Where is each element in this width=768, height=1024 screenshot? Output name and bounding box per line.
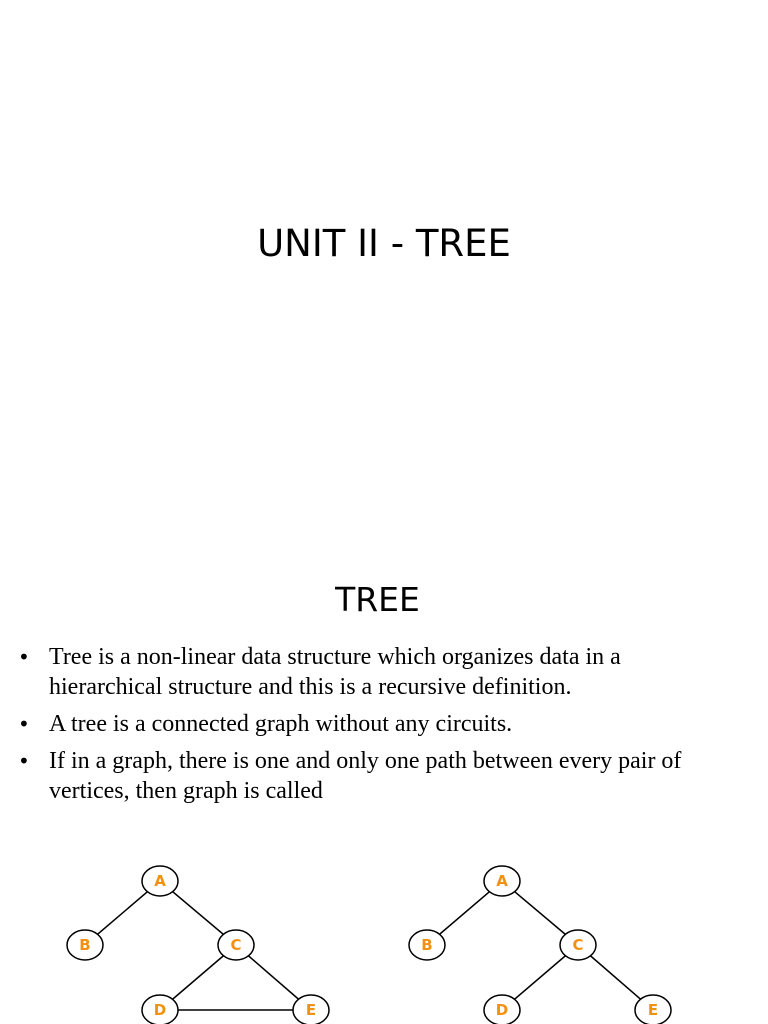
tree-graph (409, 866, 671, 1024)
slide-title-tree: TREE (335, 580, 420, 619)
graph-node-label: D (495, 1001, 509, 1019)
graph-node-label: D (153, 1001, 167, 1019)
bullet-dot-icon: • (18, 712, 30, 736)
graph-node-label: A (154, 872, 166, 890)
bullet-text: If in a graph, there is one and only one path between every pair of vertices, then graph is called (49, 748, 682, 804)
graph-node-label: C (230, 936, 242, 954)
graph-node-label: B (421, 936, 433, 954)
graph-node-label: B (79, 936, 91, 954)
bullet-dot-icon: • (18, 749, 30, 773)
graph-node-label: E (305, 1001, 317, 1019)
bullet-dot-icon: • (18, 645, 30, 669)
graph-node-label: C (572, 936, 584, 954)
slide-title-unit: UNIT II - TREE (257, 222, 511, 265)
bullet-text: A tree is a connected graph without any circuits. (49, 711, 513, 737)
bullet-text: Tree is a non-linear data structure which organizes data in a hierarchical structure and this is a recursive definition. (49, 644, 621, 700)
graph-with-cycle (67, 866, 329, 1024)
graph-node-label: E (647, 1001, 659, 1019)
graph-node-label: A (496, 872, 508, 890)
